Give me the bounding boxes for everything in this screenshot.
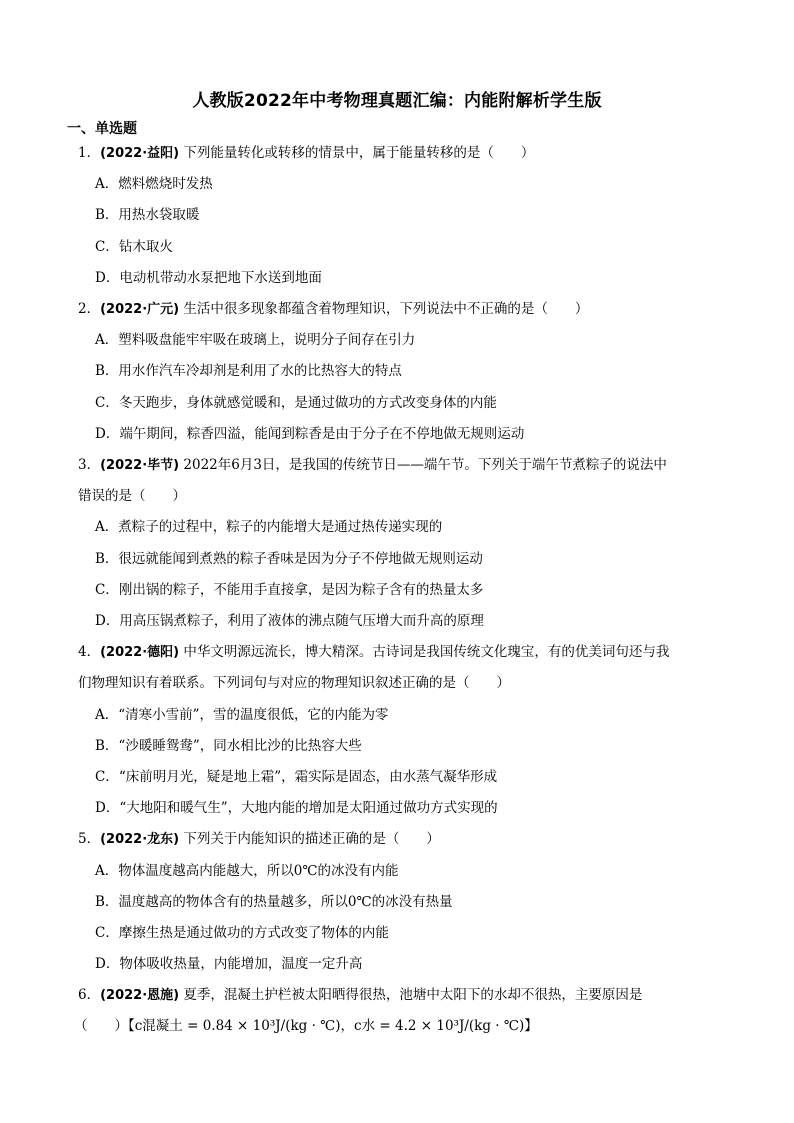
question-4-option-a: A．“清寒小雪前”，雪的温度很低，它的内能为零: [95, 707, 389, 723]
question-3-stem-continued: 错误的是（ ）: [78, 488, 186, 504]
question-2-option-a: A．塑料吸盘能牢牢吸在玻璃上，说明分子间存在引力: [95, 332, 416, 348]
question-source: (2022·龙东): [100, 832, 180, 847]
question-3-option-c: C．刚出锅的粽子，不能用手直接拿，是因为粽子含有的热量太多: [95, 582, 484, 598]
question-1-option-c: C．钻木取火: [95, 239, 173, 255]
question-6-formula: （ ）【c混凝土 = 0.84 × 10³J/(kg · ℃)，c水 = 4.2 × 10³J/(kg · ℃)】: [74, 1018, 538, 1034]
question-1-option-a: A．燃料燃烧时发热: [95, 176, 213, 192]
document-title: 人教版2022年中考物理真题汇编：内能附解析学生版: [192, 91, 602, 111]
question-4-option-c: C．“床前明月光，疑是地上霜”，霜实际是固态，由水蒸气凝华形成: [95, 769, 498, 785]
question-4-stem: 4．(2022·德阳) 中华文明源远流长，博大精深。古诗词是我国传统文化瑰宝，有的优美词句还与我: [78, 644, 670, 660]
question-source: (2022·毕节): [100, 458, 180, 473]
question-source: (2022·益阳): [100, 146, 180, 161]
question-3-option-d: D．用高压锅煮粽子，利用了液体的沸点随气压增大而升高的原理: [95, 613, 484, 629]
question-5-option-b: B．温度越高的物体含有的热量越多，所以0℃的冰没有热量: [95, 894, 453, 910]
question-source: (2022·德阳): [100, 645, 180, 660]
question-2-option-b: B．用水作汽车冷却剂是利用了水的比热容大的特点: [95, 363, 402, 379]
question-1-option-b: B．用热水袋取暖: [95, 207, 200, 223]
question-4-option-d: D．“大地阳和暖气生”，大地内能的增加是太阳通过做功方式实现的: [95, 800, 498, 816]
question-3-stem: 3．(2022·毕节) 2022年6月3日，是我国的传统节日——端午节。下列关于端午节煮粽子的说法中: [78, 457, 667, 473]
question-source: (2022·恩施): [100, 988, 180, 1003]
question-5-option-d: D．物体吸收热量，内能增加，温度一定升高: [95, 956, 363, 972]
question-2-stem: 2．(2022·广元) 生活中很多现象都蕴含着物理知识，下列说法中不正确的是（ ）: [78, 301, 589, 317]
question-5-option-c: C．摩擦生热是通过做功的方式改变了物体的内能: [95, 925, 389, 941]
question-3-option-b: B．很远就能闻到煮熟的粽子香味是因为分子不停地做无规则运动: [95, 551, 483, 567]
question-1-stem: 1．(2022·益阳) 下列能量转化或转移的情景中，属于能量转移的是（ ）: [78, 145, 535, 161]
question-3-option-a: A．煮粽子的过程中，粽子的内能增大是通过热传递实现的: [95, 519, 443, 535]
question-1-option-d: D．电动机带动水泵把地下水送到地面: [95, 270, 322, 286]
question-2-option-c: C．冬天跑步，身体就感觉暖和，是通过做功的方式改变身体的内能: [95, 395, 497, 411]
question-4-option-b: B．“沙暖睡鸳鸯”，同水相比沙的比热容大些: [95, 738, 362, 754]
question-4-stem-continued: 们物理知识有着联系。下列词句与对应的物理知识叙述正确的是（ ）: [78, 675, 510, 691]
question-5-stem: 5．(2022·龙东) 下列关于内能知识的描述正确的是（ ）: [78, 831, 440, 847]
question-5-option-a: A．物体温度越高内能越大，所以0℃的冰没有内能: [95, 863, 399, 879]
section-heading: 一、单选题: [67, 121, 137, 137]
question-source: (2022·广元): [100, 302, 180, 317]
question-2-option-d: D．端午期间，粽香四溢，能闻到粽香是由于分子在不停地做无规则运动: [95, 426, 525, 442]
question-6-stem: 6．(2022·恩施) 夏季，混凝土护栏被太阳晒得很热，池塘中太阳下的水却不很热，主要原因是: [78, 987, 643, 1003]
